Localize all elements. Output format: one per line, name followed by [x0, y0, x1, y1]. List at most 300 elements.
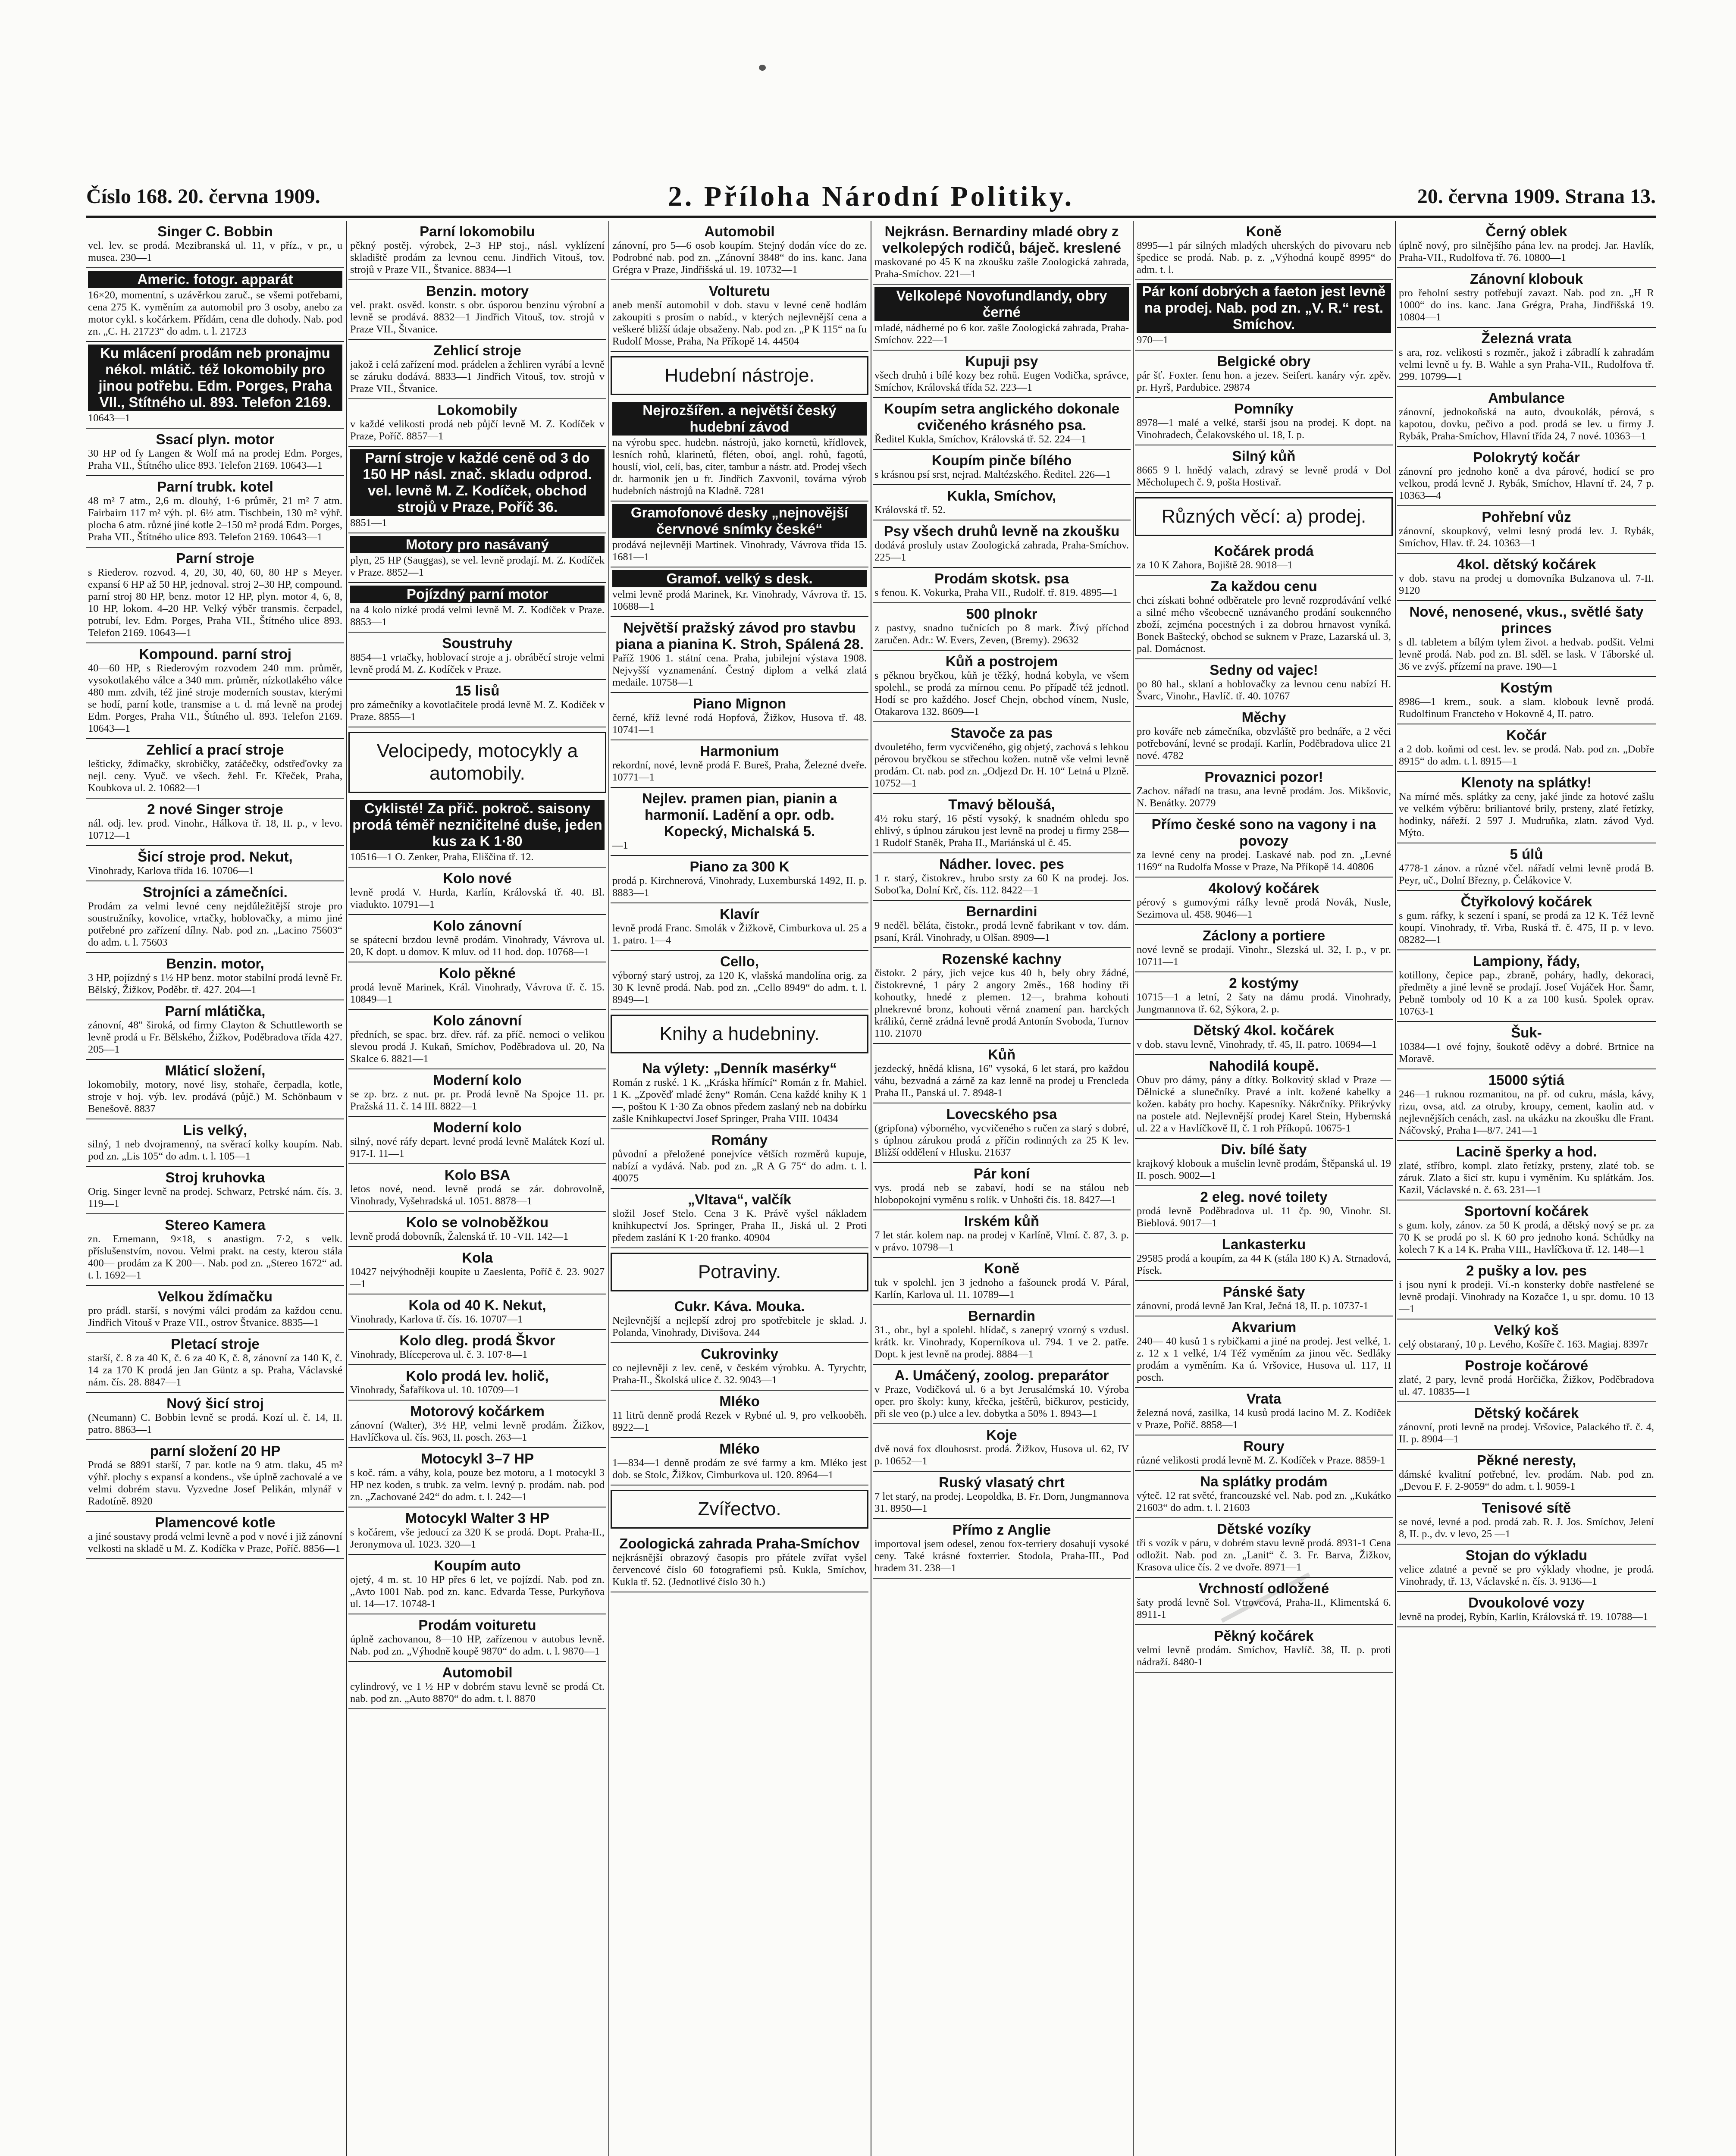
ad-headline: Ku mlácení prodám neb pronajmu nékol. mlátič. též lokomobily pro jinou potřebu. Edm. Porges, Praha VII., Stítného ul. 893. Telefon 2169.	[88, 345, 342, 411]
section-heading: Zvířectvo.	[611, 1490, 868, 1529]
classified-ad	[1135, 1435, 1393, 1471]
ad-text: 4½ roku starý, 16 pěstí vysoký, k snadném ohledu spo ehlivý, s úplnou zárukou jest levně na prodej u firmy 258—1 Rudolf Staněk, Praha II., Mariánská ul č. 45.	[874, 813, 1129, 849]
ad-headline: Nejrozšířen. a největší český hudební závod	[612, 402, 867, 436]
classified-ad	[86, 799, 344, 846]
ad-text: plyn, 25 HP (Sauggas), se vel. levně prodají. M. Z. Kodíček v Praze. 8852—1	[350, 555, 605, 578]
ad-headline: Velkolepé Novofundlandy, obry černé	[874, 287, 1129, 321]
ad-headline: Kolo prodá lev. holič,	[406, 1368, 549, 1384]
ad-text: 7 let starý, na prodej. Leopoldka, B. Fr. Dorn, Jungmannova 31. 8950—1	[874, 1491, 1129, 1514]
ad-text: prodá p. Kirchnerová, Vinohrady, Luxemburská 1492, II. p. 8883—1	[612, 875, 867, 899]
ad-headline: Sportovní kočárek	[1464, 1203, 1589, 1219]
ad-text: zánovní pro jednoho koně a dva párové, hodicí se pro velkou, prodá levně J. Rybák, Smíchov, Hlavní tř. 24, 7 p. 10363—4	[1399, 466, 1654, 501]
ad-headline: Harmonium	[700, 743, 779, 759]
ad-text: zánovní, jednokoňská na auto, dvoukolák, pérová, s kapotou, dovku, pečivo a pod. prodá se lev. u firmy J. Rybák, Praha-Smíchov, Hlavní třída 24, 7 nové. 10363—1	[1399, 406, 1654, 442]
ad-text: Vinohrady, Karlova třída 16. 10706—1	[88, 865, 254, 877]
supplement-title: 2. Příloha Národní Politiky.	[667, 181, 1075, 212]
ad-headline: Mláticí složení,	[165, 1062, 266, 1078]
classified-ad	[1135, 1518, 1393, 1578]
classified-ad	[86, 1440, 344, 1512]
ad-text: silný, nové ráfy depart. levné prodá levně Malátek Kozí ul. 917-I. 11—1	[350, 1136, 605, 1159]
ad-headline: Kolo zánovní	[433, 1012, 522, 1028]
classified-ad	[1397, 1141, 1656, 1200]
ad-headline: Za každou cenu	[1210, 578, 1317, 594]
classified-ad	[1135, 1234, 1393, 1281]
ad-text: jezdecký, hnědá klisna, 16" vysoká, 6 let stará, pro každou váhu, bezvadná a zárně za kaz lenně na prodej u Frencleda Praha II., Panská ul. 7. 8948-1	[874, 1063, 1129, 1099]
classified-ad	[86, 1167, 344, 1214]
ad-headline: Prodám voituretu	[418, 1617, 536, 1633]
classified-ad	[873, 1424, 1131, 1472]
ad-headline: Velký koš	[1494, 1322, 1559, 1338]
classified-ad	[348, 1069, 606, 1117]
column-divider	[346, 221, 347, 2156]
ad-headline: Vrchností odložené	[1198, 1580, 1329, 1596]
column-1	[86, 221, 344, 2156]
ad-text: krajkový klobouk a mušelin levně prodám, Štěpanská ul. 19 II. posch. 9002—1	[1137, 1158, 1391, 1181]
ad-text: Vinohrady, Blíceperova ul. č. 3. 107·8—1	[350, 1349, 528, 1360]
ad-headline: Klenoty na splátky!	[1461, 774, 1592, 790]
classified-ad	[611, 1533, 868, 1592]
ad-text: se zp. brz. z nut. pr. pr. Prodá levně Na Spojce 11. pr. Pražská 11. č. 14 III. 8822—1	[350, 1088, 605, 1112]
classified-ad	[86, 342, 344, 429]
classified-ad	[611, 1296, 868, 1343]
ad-text: zánovní, 48" široká, od firmy Clayton & Schuttleworth se levně prodá u Fr. Bělského, Žižkov, Poděbradova třída 427. 205—1	[88, 1019, 342, 1055]
section-heading: Potraviny.	[611, 1253, 868, 1291]
ad-headline: Gramofonové desky „nejnovější červnové snímky české“	[612, 504, 867, 538]
classified-ad	[348, 221, 606, 280]
ad-headline: Pěkné neresty,	[1476, 1452, 1576, 1468]
ad-headline: Stavoče za pas	[950, 725, 1053, 741]
ad-headline: Koupím setra anglického dokonale cvičeného krásného psa.	[884, 401, 1120, 433]
ad-text: letos nové, neod. levně prodá se zár. dobrovolně, Vinohrady, Vyšehradská ul. 1051. 8878—1	[350, 1183, 605, 1207]
ad-text: úplně nový, pro silnějšího pána lev. na prodej. Jar. Havlík, Praha-VII., Rudolfova tř. 76. 10800—1	[1399, 240, 1654, 263]
ad-headline: Cyklisté! Za přič. pokroč. saisony prodá téměř nezničitelné duše, jeden kus za K 1·80	[350, 800, 605, 850]
ad-text: prodá levně Poděbradova ul. 11 čp. 90, Vinohr. Sl. Bieblová. 9017—1	[1137, 1205, 1391, 1229]
ad-text: 8978—1 malé a velké, starší jsou na prodej. K dopt. na Vinohradech, Čelakovského ul. 18, I. p.	[1137, 417, 1391, 441]
ad-headline: „Vltava“, valčík	[687, 1191, 792, 1207]
ad-headline: Parní stroje v každé ceně od 3 do 150 HP násl. znač. skladu odprod. vel. levně M. Z. Kodíček, obchod strojů v Praze, Poříč 36.	[350, 449, 605, 516]
classified-ad	[873, 722, 1131, 794]
classified-ad	[611, 1391, 868, 1438]
ad-headline: Zehlicí stroje	[433, 342, 521, 358]
ad-text: (gripfona) výborného, vycvičeného s ručen za starý s dobré, s úplnou zárukou prodá z příčin rodinných za 25 K lev. Bližší oddělení v Hlusku. 21637	[874, 1122, 1129, 1158]
ad-text: 31., obr., byl a spolehl. hlídač, s zaneprý vzorný s vzdusl. krátk. kr. Vinohrady, Koperníkova ul. 794. 1 ve 2. patře. Dopt. k jest levně na prodej. 8884—1	[874, 1324, 1129, 1360]
ad-text: maskované po 45 K na zkoušku zašle Zoologická zahrada, Praha-Smíchov. 221—1	[874, 256, 1129, 280]
ad-text: dámské kvalitní potřebné, lev. prodám. Nab. pod zn. „Devou F. F. 2-9059“ do adm. t. l. 9059-1	[1399, 1469, 1654, 1492]
classified-ad	[86, 429, 344, 476]
ad-headline: Americ. fotogr. apparát	[88, 271, 342, 288]
ad-headline: Div. bílé šaty	[1221, 1141, 1307, 1157]
ad-headline: Zehlicí a prací stroje	[146, 742, 284, 758]
ad-text: zánovní, pro 5—6 osob koupím. Stejný dodán více do ze. Podrobné nab. pod zn. „Zánovní 3848“ do ins. kanc. Jana Grégra v Praze, Jindřišská ul. 19. 10732—1	[612, 240, 867, 276]
ad-headline: 5 úlů	[1510, 846, 1543, 862]
header-rule	[86, 216, 1656, 218]
ad-headline: Romány	[711, 1132, 768, 1148]
ad-text: pro prádl. starší, s novými válci prodám za každou cenu. Jindřich Vitouš v Praze VII., ostrov Štvanice. 8835—1	[88, 1305, 342, 1329]
ad-text: různé velikosti prodá levně M. Z. Kodíček v Praze. 8859-1	[1137, 1454, 1385, 1466]
ad-headline: Na splátky prodám	[1200, 1473, 1328, 1489]
ad-headline: 2 kostýmy	[1229, 975, 1299, 991]
ad-text: v Praze, Vodičková ul. 6 a byt Jerusalémská 10. Výroba oper. pro školy: kuny, křečka, ještěrů, bičkurov, pesticidy, při sle veo (p.) ulce a lev. dobytka a 50% 1. 8943—1	[874, 1384, 1129, 1420]
ad-text: s krásnou psí srst, nejrad. Maltézského. Ředitel. 226—1	[874, 469, 1111, 480]
ad-headline: Kukla, Smíchov,	[947, 488, 1056, 504]
ad-text: 970—1	[1137, 334, 1169, 346]
ad-text: Obuv pro dámy, pány a dítky. Bolkovitý sklad v Praze — Dělnické a slunečníky. Pravé a inlt. kožené kabelky a kožen. kabáty pro hochy. Kapesníky. Nákrčníky. Přikrývky na postele atd. Nejlevnější prodej Karel Stein, Hybernská ul. 22 a v Havlíčkově II, č. 1 roh Příkopů. 10675-1	[1137, 1074, 1391, 1134]
ad-headline: Polokrytý kočár	[1473, 449, 1580, 465]
ad-text: velmi levně prodá Marinek, Kr. Vinohrady, Vávrova tř. 15. 10688—1	[612, 589, 867, 612]
ad-text: na výrobu spec. hudebn. nástrojů, jako kornetů, křídlovek, lesních rohů, klarinetů, fléten, oboí, angl. rohů, fagotů, houslí, viol, celí, bas, citer, tambur a nástr. atd. Prodej všech dr. harmonik jen u fr. Jindřich Zaxvonil, továrna výrob hudebních nástrojů na Kladně. 7281	[612, 437, 867, 497]
ad-text: —1	[612, 840, 628, 851]
ad-text: Královská tř. 52.	[874, 504, 946, 516]
section-heading: Knihy a hudebniny.	[611, 1015, 868, 1053]
ad-text: 8854—1 vrtačky, hoblovací stroje a j. obráběcí stroje velmi levně prodá M. Z. Kodíček v Praze.	[350, 652, 605, 675]
ad-headline: Kolo pěkné	[439, 965, 516, 981]
classified-ad	[873, 1103, 1131, 1163]
column-divider	[1133, 221, 1134, 2156]
ad-text: Ředitel Kukla, Smíchov, Královská tř. 52. 224—1	[874, 433, 1087, 445]
ad-text: 1 r. starý, čistokrev., hrubo srsty za 60 K na prodej. Jos. Soboťka, Dolní Krč, čís. 112. 8422—1	[874, 872, 1129, 896]
classified-ad	[1397, 1069, 1656, 1141]
ad-text: v dob. stavu levně, Vinohrady, tř. 45, II. patro. 10694—1	[1137, 1039, 1377, 1050]
ad-text: pro zámečníky a kovotlačitele prodá levně M. Z. Kodíček v Praze. 8855—1	[350, 699, 605, 723]
classified-ad	[611, 951, 868, 1010]
classified-ad	[611, 903, 868, 951]
ad-text: s gum. ráfky, k sezení i spaní, se prodá za 12 K. Též levně koupí. Vinohrady, tř. Vrba, Ruská tř. č. 475, II p. v levo. 08282—1	[1399, 910, 1654, 946]
classified-ad	[611, 693, 868, 740]
ad-headline: Dětské vozíky	[1216, 1521, 1311, 1537]
ad-text: všech druhů i bílé kozy bez rohů. Eugen Vodička, správce, Smíchov, Královská třída 52. 223—1	[874, 370, 1129, 393]
ad-text: 8665 9 l. hnědý valach, zdravý se levně prodá v Dol Měcholupech č. 9, pošta Hostivař.	[1137, 464, 1391, 488]
ad-headline: Pěkný kočárek	[1214, 1628, 1314, 1644]
classified-ad	[1135, 1139, 1393, 1186]
ad-headline: Moderní kolo	[433, 1072, 522, 1088]
ad-headline: Lovecského psa	[946, 1106, 1057, 1122]
ad-text: 10516—1 O. Zenker, Praha, Eliščina tř. 12.	[350, 851, 534, 863]
classified-ad	[611, 856, 868, 903]
ad-headline: Pojízdný parní motor	[350, 586, 605, 603]
classified-ad	[348, 1448, 606, 1507]
ad-headline: Pohřební vůz	[1482, 509, 1571, 525]
ad-text: celý obstaraný, 10 p. Levého, Košíře č. 163. Magiaj. 8397r	[1399, 1338, 1648, 1350]
ad-headline: parní složení 20 HP	[150, 1443, 281, 1459]
ad-text: rekordní, nové, levně prodá F. Bureš, Praha, Železné dveře. 10771—1	[612, 759, 867, 783]
ad-headline: Na výlety: „Denník masérky“	[642, 1060, 837, 1076]
ad-text: 30 HP od fy Langen & Wolf má na prodej Edm. Porges, Praha VII., Štítného ulice 893. Telefon 2169. 10643—1	[88, 448, 342, 471]
classified-ad	[86, 739, 344, 799]
classified-ad	[348, 1164, 606, 1212]
ad-headline: Tenisové sítě	[1482, 1500, 1571, 1516]
ad-headline: 4kol. dětský kočárek	[1457, 556, 1596, 572]
classified-ad	[1135, 972, 1393, 1020]
ad-headline: Kola	[462, 1250, 493, 1266]
ad-text: ojetý, 4 m. st. 10 HP přes 6 let, ve pojízdí. Nab. pod zn. „Avto 1001 Nab. pod zn. kanc. Edvarda Tesse, Purkyňova ul. 14—17. 10748-1	[350, 1574, 605, 1610]
classified-ad	[348, 533, 606, 583]
ad-text: zánovní, prodá levně Jan Kral, Ječná 18, II. p. 10737-1	[1137, 1300, 1369, 1312]
classified-ad	[348, 1294, 606, 1330]
ad-headline: Pomníky	[1234, 401, 1294, 417]
ad-text: cylindrový, ve 1 ½ HP v dobrém stavu levně se prodá Ct. nab. pod zn. „Auto 8870“ do adm. t. l. 8870	[350, 1681, 605, 1705]
classified-ad	[1397, 1260, 1656, 1319]
ad-headline: Čtyřkolový kočárek	[1460, 893, 1592, 909]
classified-ad	[1397, 843, 1656, 891]
ad-text: předních, se spac. brz. dřev. ráf. za příč. nemoci o velikou slevou prodá J. Kukaň, Smíchov, Poděbradova ul. 20, Na Skalce 6. 8821—1	[350, 1029, 605, 1065]
ad-headline: Provaznici pozor!	[1204, 769, 1323, 785]
classified-ad	[1397, 268, 1656, 328]
ad-text: zlaté, 2 pary, levně prodá Horčička, Žižkov, Poděbradova ul. 47. 10835—1	[1399, 1374, 1654, 1398]
classified-ad	[86, 1060, 344, 1119]
classified-ad	[348, 1117, 606, 1164]
ad-headline: Kočárek prodá	[1214, 543, 1314, 559]
ad-headline: Pletací stroje	[171, 1336, 260, 1352]
classified-ad	[348, 447, 606, 533]
ad-headline: Železná vrata	[1481, 330, 1572, 346]
ad-headline: Klavír	[720, 906, 759, 922]
classified-ad	[873, 520, 1131, 568]
classified-ad	[611, 1343, 868, 1391]
classified-ad	[611, 399, 868, 501]
classified-ad	[1135, 445, 1393, 493]
ad-headline: Koně	[1246, 223, 1282, 239]
classified-ad	[348, 915, 606, 962]
ad-headline: Kolo nové	[443, 870, 512, 886]
ad-text: šaty prodá levně Sol. Vtrovcová, Praha-II., Klimentská 6. 8911-1	[1137, 1597, 1391, 1620]
classified-ad	[86, 881, 344, 953]
classified-ad	[86, 953, 344, 1000]
ad-headline: Akvarium	[1231, 1319, 1297, 1335]
ad-text: nál. odj. lev. prod. Vinohr., Hálkova tř. 18, II. p., v levo. 10712—1	[88, 818, 342, 841]
ad-text: železná nová, zasilka, 14 kusů prodá lacino M. Z. Kodíček v Praze, Poříč. 8858—1	[1137, 1407, 1391, 1431]
ad-headline: Největší pražský závod pro stavbu piana a pianina K. Stroh, Spálená 28.	[615, 620, 864, 652]
ad-headline: Kupuji psy	[965, 353, 1038, 369]
ad-text: s gum. koly, zánov. za 50 K prodá, a dětský nový se pr. za 70 K se prodá po sl. K 60 pro jednoho koná. Schůdky na kolech 7 K a 14 K. Praha VIII., Havlíčkova tř. 12. 148—1	[1399, 1219, 1654, 1255]
ad-headline: Rozenské kachny	[942, 951, 1062, 967]
classified-ad	[348, 868, 606, 915]
classified-ad	[1397, 677, 1656, 724]
classified-ad	[1135, 1186, 1393, 1234]
classified-ad	[1397, 221, 1656, 268]
ad-text: původní a přeložené ponejvíce větších rozměrů kupuje, nabízí a vydává. Nab. pod zn. „R A G 75“ do adm. t. l. 40075	[612, 1148, 867, 1184]
classified-ad	[873, 1519, 1131, 1579]
classified-ad	[348, 340, 606, 399]
ad-headline: Černý oblek	[1485, 223, 1567, 239]
ad-headline: Šicí stroje prod. Nekut,	[138, 849, 293, 865]
ad-headline: Bernardini	[966, 903, 1037, 919]
ad-text: vel. lev. se prodá. Mezibranská ul. 11, v příz., v pr., u musea. 230—1	[88, 240, 342, 263]
ad-text: a jiné soustavy prodá velmi levně a pod v nové i již zánovní velkosti na skladě u M. Z. Kodíčka v Praze, Poříč. 8856—1	[88, 1531, 342, 1554]
classified-ad	[1135, 707, 1393, 766]
ad-text: 11 litrů denně prodá Rezek v Rybné ul. 9, pro velkooběh. 8922—1	[612, 1410, 867, 1433]
classified-ad	[1397, 1402, 1656, 1450]
ad-headline: Lacině šperky a hod.	[1456, 1144, 1597, 1159]
ad-text: 3 HP, pojízdný s 1½ HP benz. motor stabilní prodá levně Fr. Bělský, Žižkov, Poděbr. tř. 427. 204—1	[88, 972, 342, 996]
ad-text: pěkný postěj. výrobek, 2–3 HP stoj., násl. vyklízení skladiště prodám za levnou cenu. Jindřich Vitouš, tov. strojů v Praze VII., Štvanice. 8834—1	[350, 240, 605, 276]
ad-text: s dl. tabletem a bílým tylem život. a hedvab. podšit. Velmi levně prodá. Nab. pod zn. Bl. sděl. se lask. V Táborské ul. 36 ve zvýš. přízemí na prave. 190—1	[1399, 636, 1654, 672]
column-3	[611, 221, 868, 2156]
classified-ad	[873, 285, 1131, 351]
ad-text: Prodám za velmi levné ceny nejdůležitější stroje pro soustružníky, kovolice, vrtačky, hoblovačky, a mimo jiné potřebné pro zařízení dílny. Nab. pod zn. „Lacino 75603“ do adm. t. l. 75603	[88, 900, 342, 948]
ad-headline: Benzin. motory	[426, 283, 529, 299]
classified-ad	[348, 1330, 606, 1365]
page-number-date: 20. června 1909. Strana 13.	[1417, 185, 1656, 208]
ad-headline: Mléko	[719, 1393, 760, 1409]
ad-headline: Kolo BSA	[444, 1167, 511, 1183]
ad-text: kotillony, čepice pap., zbraně, poháry, hadly, dekoraci, předměty a jiné levně se prodají. Josef Vojáček Hor. Šamr, Pebně tomboly od 10 K a za 100 kusů. Spolek oprav. 10763-1	[1399, 969, 1654, 1017]
classified-ad	[348, 962, 606, 1010]
ad-text: 240— 40 kusů 1 s rybičkami a jiné na prodej. Jest velké, 1. z. 12 x 1 velké, 1/4 Též vyměním za jinou věc. Sedláky prodám a vyměním. Ka ú. Vršovice, Husova ul. 117, II posch.	[1137, 1335, 1391, 1383]
ad-text: tři s vozík v páru, v dobrém stavu levně prodá. 8931-1 Cena odložit. Nab. pod zn. „Lanit“ č. 3. Fr. Barva, Žižkov, Krasova ulice čís. 2 ve dvoře. 8971—1	[1137, 1537, 1391, 1573]
ad-text: 1—834—1 denně prodám ze své farmy a km. Mléko jest dob. se Stolc, Žižkov, Cimburkova ul. 120. 8964—1	[612, 1457, 867, 1481]
ad-text: levně prodá dobovník, Žalenská tř. 10 -VII. 142—1	[350, 1231, 569, 1242]
ad-text: silný, 1 neb dvojramenný, na svěrací kolky koupím. Nab. pod zn. „Lis 105“ do adm. t. l. 105—1	[88, 1138, 342, 1162]
ad-headline: Vrata	[1246, 1391, 1282, 1407]
ad-text: s pěknou bryčkou, kůň je těžký, hodná kobyla, ve všem spolehl., se prodá za mírnou cenu. Po případě též jednotl. Hodí se pro každého. Josef Chejn, obchod vínem, Nusle, Otakarova 132. 8609—1	[874, 670, 1129, 718]
ad-headline: 2 pušky a lov. pes	[1466, 1263, 1587, 1279]
ad-headline: Stojan do výkladu	[1465, 1547, 1588, 1563]
ad-text: Paříž 1906 1. státní cena. Praha, jubilejní výstava 1908. Nejvyšší vyznamenání. Čestný diplom a velká zlatá medaile. 10758—1	[612, 652, 867, 688]
ad-headline: Ambulance	[1488, 390, 1565, 406]
classified-ad	[86, 1512, 344, 1559]
ad-headline: Parní mlátička,	[165, 1003, 266, 1019]
classified-ad	[348, 399, 606, 447]
ad-headline: Dětský 4kol. kočárek	[1193, 1022, 1335, 1038]
ad-headline: Irském kůň	[964, 1213, 1040, 1229]
ad-text: prodává nejlevněji Martinek. Vinohrady, Vávrova třída 15. 1681—1	[612, 539, 867, 563]
ad-text: lešticky, ždímačky, skrobičky, zatáčečky, odstřeďovky za nejl. ceny. Vyuč. ve všech. žehl. Fr. Křeček, Praha, Koubkova ul. 2. 10682—1	[88, 758, 342, 794]
ad-text: Na mírné měs. splátky za ceny, jaké jinde za hotové zašlu ve velkém výběru: briliantové brily, prsteny, zlaté řetízky, hodinky, nářeží. 2 597 J. Mudruňka, zlatn. závod Vyd. Mýto.	[1399, 791, 1654, 839]
ad-headline: Prodám skotsk. psa	[934, 570, 1069, 586]
issue-date: Číslo 168. 20. června 1909.	[86, 185, 320, 208]
ad-text: co nejlevněji z lev. ceně, v českém výrobku. A. Tyrychtr, Praha-II., Školská ulice č. 32. 9043—1	[612, 1362, 867, 1386]
ad-text: zánovní (Walter), 3½ HP, velmi levně prodám. Žižkov, Havlíčkova ul. čís. 963, II. posch. 263—1	[350, 1420, 605, 1443]
classified-ad	[873, 450, 1131, 485]
ad-text: výborný starý ustroj, za 120 K, vlašská mandolína orig. za 30 K levně prodá. Nab. pod zn. „Cello 8949“ do adm. t. l. 8949—1	[612, 970, 867, 1006]
ad-headline: Přímo české sono na vagony i na povozy	[1151, 816, 1376, 849]
ad-text: Orig. Singer levně na prodej. Schwarz, Petrské nám. čís. 3. 119—1	[88, 1186, 342, 1210]
ad-headline: Zánovní klobouk	[1470, 271, 1583, 287]
classified-ad	[86, 1119, 344, 1167]
ad-text: nové levně se prodají. Vinohr., Slezská ul. 32, I. p., v pr. 10711—1	[1137, 944, 1391, 968]
classified-ad	[86, 1286, 344, 1333]
classified-ad	[1135, 1055, 1393, 1139]
ad-text: levně prodá V. Hurda, Karlín, Královská tř. 40. Bl. viadukto. 10791—1	[350, 887, 605, 910]
ad-headline: Tmavý běloušá,	[948, 796, 1055, 812]
ad-headline: Plamencové kotle	[155, 1514, 276, 1530]
ad-text: s fenou. K. Vokurka, Praha VII., Rudolf. tř. 819. 4895—1	[874, 587, 1118, 599]
ad-headline: Benzin. motor,	[166, 956, 264, 971]
ad-headline: Moderní kolo	[433, 1119, 522, 1135]
classified-ad	[348, 1010, 606, 1069]
ad-text: 40—60 HP, s Riederovým rozvodem 240 mm. průměr, vysokotlakého válce a 340 mm. průměr, nízkotlakého válce 480 mm. zdvih, též jiné stroje moderních soustav, kterými se hodí, parní kotle, transmise a t. d. má levně na prodej Edm. Porges, Praha VII., Štítného ul. 893. Telefon 2169. 10643—1	[88, 662, 342, 734]
classified-ad	[873, 1305, 1131, 1365]
ad-headline: Stroj kruhovka	[165, 1169, 265, 1185]
ad-text: Nejlevnější a nejlepší zdroj pro spotřebitele je sklad. J. Polanda, Vinohrady, Divišova. 244	[612, 1315, 867, 1338]
ad-text: z pastvy, snadno tučnících po 8 mark. Žívý příchod zaručen. Adr.: W. Evers, Zeven, (Bremy). 29632	[874, 622, 1129, 646]
ad-headline: Přímo z Anglie	[953, 1522, 1051, 1538]
ad-headline: 2 nové Singer stroje	[147, 801, 283, 817]
classified-ad	[1397, 1355, 1656, 1402]
ad-headline: 500 plnokr	[966, 606, 1037, 622]
classified-ad	[1397, 950, 1656, 1022]
classified-ad	[1135, 540, 1393, 576]
classified-ad	[86, 221, 344, 268]
ad-text: dvě nová fox dlouhosrst. prodá. Žižkov, Husova ul. 62, IV p. 10652—1	[874, 1443, 1129, 1467]
classified-ad	[1397, 1545, 1656, 1592]
ad-headline: Ruský vlasatý chrt	[939, 1474, 1065, 1490]
ad-headline: Velkou ždímačku	[158, 1288, 273, 1304]
classified-ad	[873, 901, 1131, 948]
ad-text: pár šť. Foxter. fenu hon. a jezev. Seifert. kanáry výr. zpěv. pr. Hyrš, Pardubice. 29874	[1137, 370, 1391, 393]
ad-headline: Nejkrásn. Bernardiny mladé obry z velkolepých rodičů, báječ. kreslené	[882, 223, 1121, 256]
classified-ad	[348, 583, 606, 633]
ad-text: zánovní, skoupkový, velmi lesný prodá lev. J. Rybák, Smíchov, Hlav. tř. 24. 10363—1	[1399, 525, 1654, 549]
classified-ad	[348, 1401, 606, 1448]
classified-ad	[1397, 601, 1656, 677]
ad-headline: Koně	[984, 1260, 1020, 1276]
ad-text: Vinohrady, Karlova tř. čís. 16. 10707—1	[350, 1313, 523, 1325]
ad-text: nejkrásnější obrazový časopis pro přátele zvířat vyšel červencové číslo 60 fotografiemi psů. Kukla, Smíchov, Kukla tř. 52. (Jednotlivé číslo 30 h.)	[612, 1552, 867, 1588]
classified-ad	[1135, 280, 1393, 351]
ad-headline: Nové, nenosené, vkus., světlé šaty princes	[1409, 604, 1644, 636]
classified-ad	[611, 567, 868, 617]
ad-headline: Kůň	[987, 1047, 1016, 1062]
ad-text: importoval jsem odesel, zenou fox-terriery dosahují vysoké ceny. Také krásné foxterrier. Stodola, Praha-III., Pod hradem 31. 238—1	[874, 1538, 1129, 1574]
page-header	[86, 180, 1656, 215]
ad-text: 10427 nejvýhodněji koupíte u Zaeslenta, Poříč č. 23. 9027—1	[350, 1266, 605, 1290]
ad-headline: Parní stroje	[176, 550, 254, 566]
ad-text: s kočárem, vše jedoucí za 320 K se prodá. Dopt. Praha-II., Jeronymova ul. 1023. 320—1	[350, 1526, 605, 1550]
ad-headline: Lankasterku	[1222, 1236, 1306, 1252]
classified-ad	[873, 485, 1131, 520]
ad-text: prodá levně Marinek, Král. Vinohrady, Vávrova tř. č. 15. 10849—1	[350, 981, 605, 1005]
ad-headline: Cukr. Káva. Mouka.	[674, 1298, 805, 1314]
ad-text: zn. Ernemann, 9×18, s anastigm. 7·2, s velk. příslušenstvím, novou. Velmi prakt. na cesty, kterou stála 400— prodám za K 200—. Nab. pod zn. „Stereo 1672“ ad. t. l. 1692—1	[88, 1233, 342, 1281]
ad-headline: Mléko	[719, 1441, 760, 1457]
classified-ad	[86, 1393, 344, 1440]
ad-text: 8851—1	[350, 517, 387, 529]
ad-text: tuk v spolehl. jen 3 jednoho a fašounek prodá V. Páral, Karlín, Karlova ul. 11. 10789—1	[874, 1277, 1129, 1300]
classified-ad	[86, 548, 344, 643]
classified-ad	[611, 617, 868, 693]
ad-text: vys. prodá neb se zabaví, hodí se na stálou neb hlobopokojní vyměnu s rolík. v Unhošti čís. 18. 8427—1	[874, 1182, 1129, 1206]
classified-ad	[86, 643, 344, 739]
classified-ad	[1135, 925, 1393, 972]
ad-headline: Strojníci a zámečníci.	[143, 884, 288, 900]
ad-headline: Kolo se volnoběžkou	[406, 1214, 549, 1230]
classified-ad	[1135, 766, 1393, 814]
classified-ad	[873, 1044, 1131, 1103]
ad-text: 16×20, momentní, s uzávěrkou zaruč., se všemi potřebami, cena 275 K. vyměním za automobil pro 3 osoby, anebo za motor cykl. s kočárkem. Přídám, cena dle dohody. Nab. pod zn. „C. H. 21723“ do adm. t. l. 21723	[88, 289, 342, 337]
ad-headline: Sedny od vajec!	[1210, 662, 1318, 678]
paper-speck	[759, 65, 766, 71]
ad-headline: Stereo Kamera	[165, 1217, 266, 1233]
ad-headline: Automobil	[704, 223, 775, 239]
classified-ad	[1397, 724, 1656, 772]
ad-headline: Kolo zánovní	[433, 918, 522, 934]
classified-ad	[86, 476, 344, 548]
ad-headline: Kompound. parní stroj	[139, 646, 291, 662]
classified-ad	[1397, 1592, 1656, 1627]
ad-text: i jsou nyní k prodeji. Ví.-n konsterky dobře nastřelené se levně prodají. Vinohrady na Kozačce 1, u spr. domu. 10 13—1	[1399, 1279, 1654, 1315]
classified-ad	[1135, 351, 1393, 398]
ad-text: Román z ruské. 1 K. „Kráska hřímící“ Román z fr. Mahiel. 1 K. „Zpověď mladé ženy“ Román. Cena každé knihy K 1—, poštou K 1·30 Za obnos předem zaslaný neb na dobírku zašle Knihkupectví Josef Springer, Praha VIII. 10434	[612, 1077, 867, 1125]
ad-text: za levné ceny na prodej. Laskavé nab. pod zn. „Levné 1169“ na Rudolfa Mosse v Praze, Na Příkopě 14. 40806	[1137, 849, 1391, 873]
ad-headline: Nový šicí stroj	[166, 1395, 264, 1411]
classified-ad	[1135, 1625, 1393, 1673]
ad-text: po 80 hal., sklaní a hoblovačky za levnou cenu nabízí H. Švarc, Vinohr., Havlíč. tř. 40. 10767	[1137, 678, 1391, 702]
classified-ad	[1397, 772, 1656, 843]
ad-headline: Pár koní dobrých a faeton jest levně na prodej. Nab. pod zn. „V. R.“ rest. Smíchov.	[1137, 283, 1391, 333]
ad-text: se nové, levné a pod. prodá zab. R. J. Jos. Smíchov, Jelení 8, II. p., dv. v levo, 25 —1	[1399, 1516, 1654, 1540]
classified-ad	[611, 1058, 868, 1129]
